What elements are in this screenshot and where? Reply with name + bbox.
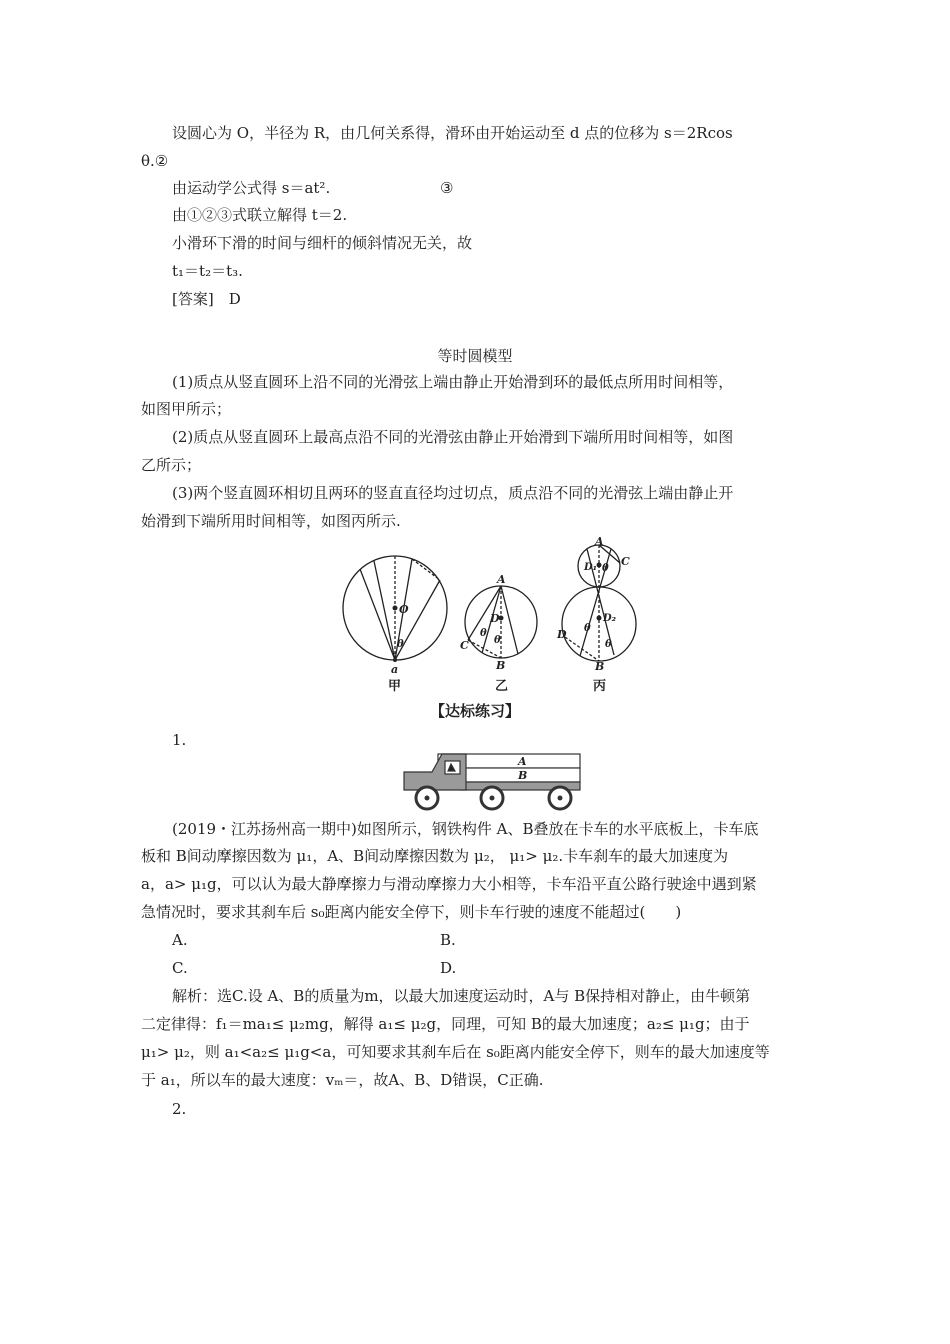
- bing-label-theta-right: θ: [605, 639, 612, 650]
- model-item-3: (3)两个竖直圆环相切且两环的竖直直径均过切点，质点沿不同的光滑弦上端由静止开: [172, 484, 734, 502]
- yi-label-a: A: [497, 573, 506, 586]
- truck-figure: [400, 750, 585, 814]
- equation-mark-3: ③: [440, 179, 454, 197]
- bing-label-d1: D₁: [584, 562, 598, 573]
- bing-label-c: C: [621, 555, 630, 568]
- option-a[interactable]: A.: [172, 931, 188, 949]
- jia-label-o: O: [399, 603, 409, 616]
- analysis-line-2: 二定律得：f₁＝ma₁≤ μ₂mg，解得 a₁≤ μ₂g，同理，可知 B的最大加速度；a₂≤ μ₁g；由于: [141, 1015, 750, 1033]
- bing-label-b: B: [595, 660, 605, 673]
- truck-label-a: A: [518, 755, 527, 768]
- yi-label-b: B: [496, 659, 506, 672]
- solution-line-1-cont: θ.②: [141, 152, 169, 170]
- analysis-line-1: 解析：选C.设 A、B的质量为m，以最大加速度运动时，A与 B保持相对静止，由牛顿第: [172, 987, 751, 1005]
- bing-label-d: D: [557, 628, 567, 641]
- model-item-2: (2)质点从竖直圆环上最高点沿不同的光滑弦由静止开始滑到下端所用时间相等，如图: [172, 428, 734, 446]
- question-1-line-3: a，a> μ₁g，可以认为最大静摩擦力与滑动摩擦力大小相等，卡车沿平直公路行驶途中遇到紧: [141, 875, 757, 893]
- jia-label-a: a: [391, 663, 399, 676]
- option-d[interactable]: D.: [440, 959, 457, 977]
- jia-guide: [412, 559, 440, 580]
- analysis-line-3: μ₁> μ₂，则 a₁<a₂≤ μ₁g<a，可知要求其刹车后在 s₀距离内能安全停下，则车的最大加速度等: [141, 1043, 770, 1061]
- question-1-line-1: (2019・江苏扬州高一期中)如图所示，钢铁构件 A、B叠放在卡车的水平底板上，卡车底: [172, 820, 759, 838]
- yi-label-d: D: [490, 612, 500, 625]
- model-item-3-cont: 始滑到下端所用时间相等，如图丙所示.: [141, 512, 401, 530]
- jia-center-dot: [393, 606, 398, 611]
- bing-label-theta-left: θ: [584, 623, 591, 634]
- yi-label-theta-2: θ: [494, 635, 501, 646]
- bing-label-a: A: [595, 535, 604, 548]
- isochronous-circle-figure: [330, 535, 650, 700]
- solution-line-4: 小滑环下滑的时间与细杆的倾斜情况无关，故: [172, 234, 473, 252]
- answer-line: [答案] D: [172, 290, 241, 308]
- model-item-1-cont: 如图甲所示；: [141, 400, 232, 418]
- question-2-number: 2.: [172, 1100, 187, 1118]
- truck-label-b: B: [518, 769, 528, 782]
- solution-line-2: 由运动学公式得 s＝at².: [172, 179, 331, 197]
- analysis-line-4: 于 a₁，所以车的最大速度：vₘ＝，故A、B、D错误，C正确.: [141, 1071, 544, 1089]
- bing-label-theta-top: θ: [602, 563, 609, 574]
- solution-line-5: t₁＝t₂＝t₃.: [172, 262, 243, 280]
- jia-chord: [374, 561, 395, 660]
- bing-lower-dot: [597, 616, 602, 621]
- bing-label-d2: D₂: [603, 613, 617, 624]
- jia-label-theta: θ: [397, 639, 404, 650]
- yi-chord: [501, 586, 518, 654]
- jia-bottom-dot: [393, 658, 397, 662]
- solution-line-3: 由①②③式联立解得 t＝2.: [172, 206, 348, 224]
- jia-chord: [360, 569, 395, 660]
- model-item-1: (1)质点从竖直圆环上沿不同的光滑弦上端由静止开始滑到环的最低点所用时间相等，: [172, 373, 734, 391]
- option-b[interactable]: B.: [440, 931, 456, 949]
- model-title: 等时圆模型: [437, 347, 513, 365]
- question-1-line-2: 板和 B间动摩擦因数为 μ₁，A、B间动摩擦因数为 μ₂， μ₁> μ₂.卡车刹车的最大加速度为: [141, 847, 729, 865]
- caption-yi: 乙: [495, 679, 509, 694]
- model-item-2-cont: 乙所示；: [141, 456, 202, 474]
- question-1-line-4: 急情况时，要求其刹车后 s₀距离内能安全停下，则卡车行驶的速度不能超过( ): [141, 903, 682, 921]
- yi-label-theta-1: θ: [480, 628, 487, 639]
- bing-upper-dot: [597, 563, 602, 568]
- caption-jia: 甲: [388, 679, 402, 694]
- caption-bing: 丙: [593, 679, 607, 694]
- section-title: 【达标练习】: [429, 702, 520, 720]
- option-c[interactable]: C.: [172, 959, 188, 977]
- solution-line-1: 设圆心为 O，半径为 R，由几何关系得，滑环由开始运动至 d 点的位移为 s＝2Rcos: [172, 124, 733, 142]
- question-1-number: 1.: [172, 731, 187, 749]
- yi-label-c: C: [460, 639, 469, 652]
